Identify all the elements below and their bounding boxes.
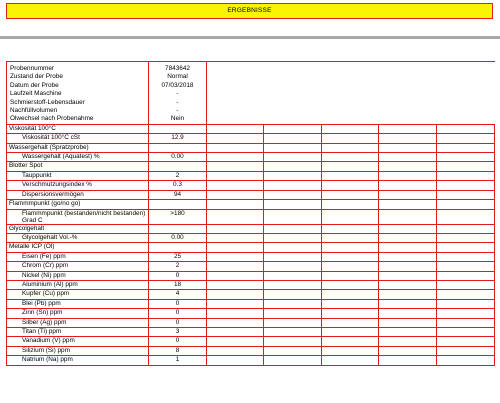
empty-cell [322, 252, 379, 261]
divider [0, 36, 500, 39]
result-row [7, 181, 495, 190]
result-row [7, 327, 495, 336]
info-row [7, 107, 495, 115]
empty-cell [437, 200, 495, 209]
empty-cell [264, 309, 322, 318]
empty-cell [437, 181, 495, 190]
info-value: - [149, 90, 207, 98]
empty-cell [379, 181, 437, 190]
info-row [7, 73, 495, 81]
empty-cell [322, 224, 379, 233]
result-row [7, 290, 495, 299]
result-row [7, 209, 495, 224]
info-label: Ölwechsel nach Probenahme [7, 115, 149, 124]
empty-cell [379, 252, 437, 261]
empty-cell [264, 327, 322, 336]
empty-cell [379, 346, 437, 355]
empty-cell [207, 181, 264, 190]
empty-cell [322, 143, 379, 152]
empty-cell [264, 124, 322, 133]
empty-cell [379, 243, 437, 252]
result-value: >180 [149, 209, 207, 224]
info-value: - [149, 107, 207, 115]
section-label: Blotter Spot [7, 162, 149, 171]
info-value: 07/03/2018 [149, 82, 207, 90]
section-row [7, 224, 495, 233]
empty-cell [264, 346, 322, 355]
empty-cell [207, 162, 264, 171]
result-label: Verschmutzungsindex % [7, 181, 149, 190]
info-blank [207, 62, 495, 74]
empty-cell [264, 290, 322, 299]
result-value: 25 [149, 252, 207, 261]
empty-cell [437, 318, 495, 327]
empty-cell [437, 346, 495, 355]
result-label: Tauppunkt [7, 171, 149, 180]
empty-cell [322, 181, 379, 190]
empty-cell [437, 190, 495, 199]
empty-cell [437, 134, 495, 143]
empty-cell [437, 356, 495, 365]
value-cell [149, 124, 207, 133]
empty-cell [207, 271, 264, 280]
empty-cell [322, 280, 379, 289]
empty-cell [437, 233, 495, 242]
info-row [7, 99, 495, 107]
result-row [7, 190, 495, 199]
result-label: Eisen (Fe) ppm [7, 252, 149, 261]
info-blank [207, 73, 495, 81]
result-label: Zinn (Sn) ppm [7, 309, 149, 318]
empty-cell [437, 290, 495, 299]
info-row [7, 62, 495, 74]
empty-cell [207, 124, 264, 133]
empty-cell [437, 327, 495, 336]
empty-cell [379, 171, 437, 180]
sample-info [7, 62, 495, 125]
result-row [7, 309, 495, 318]
empty-cell [264, 299, 322, 308]
empty-cell [207, 309, 264, 318]
info-row [7, 82, 495, 90]
result-label: Glycolgehalt Vol.-% [7, 233, 149, 242]
empty-cell [437, 243, 495, 252]
result-row [7, 233, 495, 242]
empty-cell [322, 209, 379, 224]
empty-cell [264, 356, 322, 365]
empty-cell [264, 262, 322, 271]
empty-cell [264, 200, 322, 209]
empty-cell [437, 280, 495, 289]
info-label: Laufzeit Maschine [7, 90, 149, 98]
result-label: Viskosität 100°C cSt [7, 134, 149, 143]
result-label: Blei (Pb) ppm [7, 299, 149, 308]
result-row [7, 337, 495, 346]
result-row [7, 318, 495, 327]
info-blank [207, 99, 495, 107]
info-value: Normal [149, 73, 207, 81]
empty-cell [207, 327, 264, 336]
info-blank [207, 82, 495, 90]
empty-cell [322, 243, 379, 252]
empty-cell [437, 171, 495, 180]
empty-cell [264, 134, 322, 143]
empty-cell [437, 252, 495, 261]
result-label: Aluminium (Al) ppm [7, 280, 149, 289]
result-value: 0.00 [149, 153, 207, 162]
empty-cell [207, 134, 264, 143]
empty-cell [264, 337, 322, 346]
empty-cell [322, 299, 379, 308]
empty-cell [207, 209, 264, 224]
section-row [7, 162, 495, 171]
result-label: Natrium (Na) ppm [7, 356, 149, 365]
empty-cell [264, 153, 322, 162]
results-table [6, 61, 495, 366]
result-value: 94 [149, 190, 207, 199]
info-value: 7843642 [149, 62, 207, 74]
empty-cell [322, 290, 379, 299]
result-row [7, 271, 495, 280]
empty-cell [379, 143, 437, 152]
empty-cell [207, 243, 264, 252]
empty-cell [207, 346, 264, 355]
section-row [7, 143, 495, 152]
result-row [7, 356, 495, 365]
info-row [7, 90, 495, 98]
result-value: 18 [149, 280, 207, 289]
empty-cell [264, 171, 322, 180]
empty-cell [437, 162, 495, 171]
result-value: 8 [149, 346, 207, 355]
result-label: Titan (Ti) ppm [7, 327, 149, 336]
empty-cell [437, 299, 495, 308]
result-row [7, 299, 495, 308]
result-value: 0 [149, 318, 207, 327]
empty-cell [437, 224, 495, 233]
value-cell [149, 243, 207, 252]
info-blank [207, 107, 495, 115]
result-value: 0 [149, 337, 207, 346]
result-value: 3 [149, 327, 207, 336]
empty-cell [322, 153, 379, 162]
result-label: Dispersionsvermögen [7, 190, 149, 199]
info-value: - [149, 99, 207, 107]
empty-cell [264, 162, 322, 171]
result-row [7, 171, 495, 180]
empty-cell [379, 124, 437, 133]
empty-cell [379, 153, 437, 162]
empty-cell [207, 337, 264, 346]
empty-cell [379, 309, 437, 318]
value-cell [149, 143, 207, 152]
result-label: Flammmpunkt (bestanden/nicht bestanden) Grad C [7, 209, 149, 224]
empty-cell [264, 190, 322, 199]
result-label: Chrom (Cr) ppm [7, 262, 149, 271]
empty-cell [207, 200, 264, 209]
info-blank [207, 90, 495, 98]
info-label: Nachfüllvolumen [7, 107, 149, 115]
empty-cell [437, 271, 495, 280]
result-label: Silizium (Si) ppm [7, 346, 149, 355]
empty-cell [322, 190, 379, 199]
section-label: Metalle ICP (Öl) [7, 243, 149, 252]
info-label: Schmierstoff-Lebensdauer [7, 99, 149, 107]
empty-cell [322, 124, 379, 133]
result-label: Wassergehalt (Aquatest) % [7, 153, 149, 162]
section-label: Wassergehalt (Spratzprobe) [7, 143, 149, 152]
info-blank [207, 115, 495, 124]
empty-cell [437, 143, 495, 152]
empty-cell [379, 290, 437, 299]
result-value: 0 [149, 309, 207, 318]
result-row [7, 252, 495, 261]
result-value: 2 [149, 262, 207, 271]
section-row [7, 124, 495, 133]
empty-cell [379, 299, 437, 308]
result-value: 12.9 [149, 134, 207, 143]
empty-cell [379, 271, 437, 280]
empty-cell [264, 209, 322, 224]
empty-cell [437, 309, 495, 318]
info-value: Nein [149, 115, 207, 124]
empty-cell [207, 190, 264, 199]
empty-cell [207, 356, 264, 365]
empty-cell [379, 327, 437, 336]
result-row [7, 262, 495, 271]
empty-cell [379, 209, 437, 224]
info-label: Probennummer [7, 62, 149, 74]
empty-cell [379, 224, 437, 233]
empty-cell [207, 290, 264, 299]
empty-cell [207, 143, 264, 152]
value-cell [149, 162, 207, 171]
empty-cell [379, 134, 437, 143]
empty-cell [322, 233, 379, 242]
empty-cell [264, 224, 322, 233]
empty-cell [437, 153, 495, 162]
empty-cell [322, 327, 379, 336]
empty-cell [207, 153, 264, 162]
empty-cell [207, 318, 264, 327]
empty-cell [322, 200, 379, 209]
result-value: 0 [149, 299, 207, 308]
result-row [7, 280, 495, 289]
empty-cell [207, 224, 264, 233]
empty-cell [264, 181, 322, 190]
info-label: Datum der Probe [7, 82, 149, 90]
empty-cell [379, 200, 437, 209]
empty-cell [207, 262, 264, 271]
empty-cell [322, 337, 379, 346]
value-cell [149, 224, 207, 233]
empty-cell [207, 252, 264, 261]
section-row [7, 243, 495, 252]
result-label: Nickel (Ni) ppm [7, 271, 149, 280]
results-title: ERGEBNISSE [6, 3, 493, 19]
result-row [7, 153, 495, 162]
empty-cell [264, 243, 322, 252]
empty-cell [322, 309, 379, 318]
empty-cell [379, 262, 437, 271]
empty-cell [264, 318, 322, 327]
result-value: 0.3 [149, 181, 207, 190]
results-banner [0, 0, 500, 22]
empty-cell [437, 209, 495, 224]
empty-cell [207, 280, 264, 289]
empty-cell [379, 190, 437, 199]
empty-cell [437, 262, 495, 271]
result-value: 0 [149, 271, 207, 280]
result-row [7, 134, 495, 143]
empty-cell [322, 134, 379, 143]
empty-cell [437, 124, 495, 133]
section-row [7, 200, 495, 209]
section-label: Glycolgehalt [7, 224, 149, 233]
info-label: Zustand der Probe [7, 73, 149, 81]
empty-cell [264, 280, 322, 289]
empty-cell [264, 233, 322, 242]
empty-cell [207, 171, 264, 180]
empty-cell [322, 262, 379, 271]
empty-cell [207, 233, 264, 242]
empty-cell [322, 346, 379, 355]
empty-cell [379, 162, 437, 171]
empty-cell [322, 271, 379, 280]
result-value: 1 [149, 356, 207, 365]
empty-cell [379, 280, 437, 289]
empty-cell [322, 162, 379, 171]
results-body [7, 124, 495, 365]
empty-cell [264, 143, 322, 152]
empty-cell [322, 318, 379, 327]
result-value: 4 [149, 290, 207, 299]
empty-cell [207, 299, 264, 308]
result-label: Silber (Ag) ppm [7, 318, 149, 327]
empty-cell [379, 233, 437, 242]
empty-cell [322, 356, 379, 365]
section-label: Flammmpunkt (go/no go) [7, 200, 149, 209]
result-label: Vanadium (V) ppm [7, 337, 149, 346]
empty-cell [379, 337, 437, 346]
result-row [7, 346, 495, 355]
value-cell [149, 200, 207, 209]
empty-cell [437, 337, 495, 346]
empty-cell [379, 356, 437, 365]
empty-cell [264, 271, 322, 280]
empty-cell [322, 171, 379, 180]
result-value: 0.00 [149, 233, 207, 242]
section-label: Viskosität 100°C [7, 124, 149, 133]
empty-cell [379, 318, 437, 327]
info-row [7, 115, 495, 124]
result-label: Kupfer (Cu) ppm [7, 290, 149, 299]
empty-cell [264, 252, 322, 261]
result-value: 2 [149, 171, 207, 180]
